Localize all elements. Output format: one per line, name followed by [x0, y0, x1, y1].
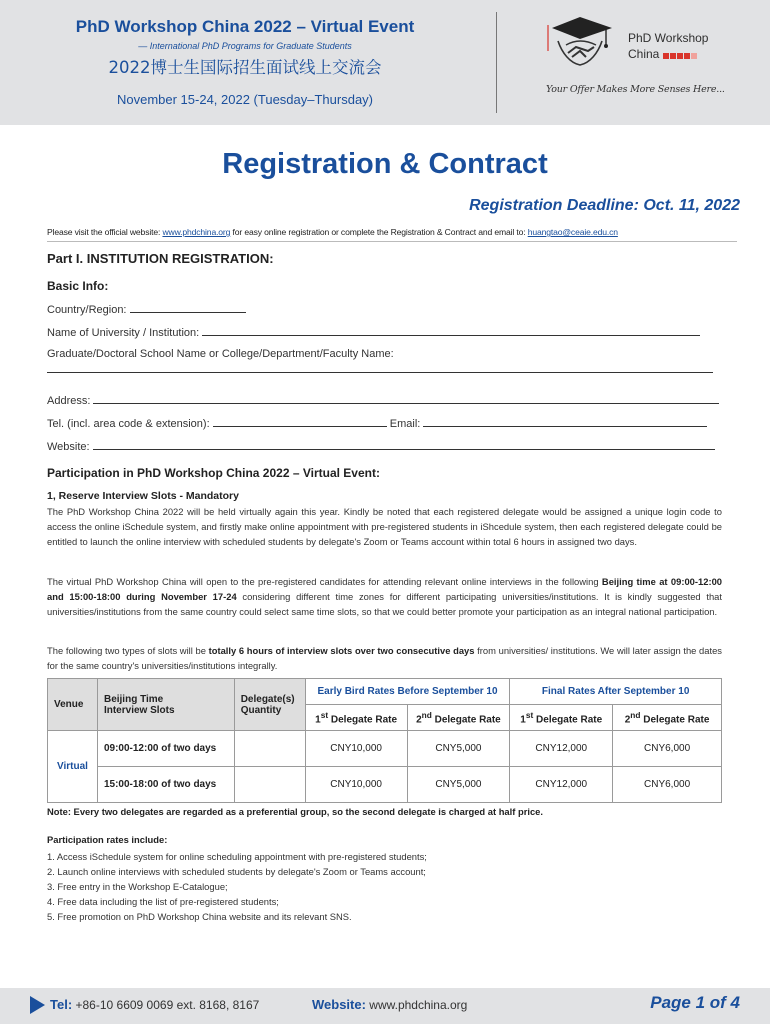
list-item: 4. Free data including the list of pre-registered students; [47, 896, 279, 907]
logo-wordmark [628, 30, 708, 63]
school-input[interactable] [47, 372, 713, 373]
list-item: 1. Access iSchedule system for online scheduling appointment with pre-registered students; [47, 851, 427, 862]
rate-cell: CNY6,000 [613, 767, 722, 803]
country-input[interactable] [130, 302, 246, 313]
rate-cell: CNY12,000 [510, 767, 613, 803]
final-second-delegate-header: 2nd Delegate Rate [613, 705, 722, 731]
university-input[interactable] [202, 325, 700, 336]
quantity-input[interactable] [234, 731, 305, 767]
includes-heading: Participation rates include: [47, 834, 168, 845]
university-label: Name of University / Institution: [47, 327, 200, 339]
address-field [47, 393, 719, 407]
visit-text-mid: for easy online registration or complete the Registration & Contract and email to: [230, 227, 528, 237]
final-first-delegate-header: 1st Delegate Rate [510, 705, 613, 731]
slot-cell: 15:00-18:00 of two days [97, 767, 234, 803]
list-item: 3. Free entry in the Workshop E-Catalogue; [47, 881, 228, 892]
event-info [50, 16, 440, 109]
event-date: November 15-24, 2022 (Tuesday–Thursday) [116, 92, 374, 107]
final-rates-header: Final Rates After September 10 [510, 679, 722, 705]
logo-line-2-wrap [628, 46, 708, 63]
slot-cell: 09:00-12:00 of two days [97, 731, 234, 767]
event-title: PhD Workshop China 2022 – Virtual Event [75, 17, 415, 36]
list-item: 5. Free promotion on PhD Workshop China website and its relevant SNS. [47, 911, 352, 922]
table-row [48, 767, 722, 803]
tel-input[interactable] [213, 416, 387, 427]
triangle-arrow-icon [30, 996, 45, 1014]
rate-cell: CNY5,000 [407, 731, 510, 767]
event-subtitle: — International PhD Programs for Graduate Students [138, 41, 352, 51]
page-header [0, 0, 770, 125]
school-field [47, 348, 394, 360]
paragraph-virtual-intro: The PhD Workshop China 2022 will be held virtually again this year. Kindly be noted that each registered delegate would be assigned a unique login code to access the online iSchedule system, and firstly make online appointment with pre-registered students in iShcedule system, then each registered delegate could be entitled to launch the online interview with scheduled students by delegate's Zoom or Teams account within total 6 hours in assigned two days. [47, 506, 722, 547]
website-label: Website: [47, 441, 90, 453]
col-time-header: Beijing Time Interview Slots [97, 679, 234, 731]
page-footer [0, 988, 770, 1024]
logo-line-2: China [628, 47, 660, 61]
participation-heading: Participation in PhD Workshop China 2022 – Virtual Event: [47, 466, 380, 480]
early-second-delegate-header: 2nd Delegate Rate [407, 705, 510, 731]
university-field [47, 325, 700, 339]
footer-tel: Tel: +86-10 6609 0069 ext. 8168, 8167 [50, 997, 260, 1012]
email-label: Email: [389, 418, 421, 430]
basic-info-heading: Basic Info: [47, 279, 109, 293]
footer-website: Website: www.phdchina.org [312, 997, 468, 1012]
website-input[interactable] [93, 439, 715, 450]
address-input[interactable] [93, 393, 719, 404]
includes-list [47, 849, 427, 924]
early-first-delegate-header: 1st Delegate Rate [305, 705, 407, 731]
website-link[interactable]: www.phdchina.org [162, 227, 231, 237]
country-field [47, 302, 246, 316]
rates-table [47, 678, 722, 803]
country-label: Country/Region: [47, 304, 127, 316]
header-divider [496, 12, 497, 113]
rate-cell: CNY6,000 [613, 731, 722, 767]
footer-website-link[interactable]: www.phdchina.org [365, 998, 468, 1012]
visit-text-pre: Please visit the official website: [47, 227, 163, 237]
page-number: Page 1 of 4 [650, 993, 740, 1012]
event-chinese-title: 2022博士生国际招生面试线上交流会 [108, 58, 382, 77]
website-field [47, 439, 715, 453]
tel-email-field [47, 416, 707, 430]
email-link[interactable]: huangtao@ceaie.edu.cn [527, 227, 618, 237]
logo-line-1: PhD Workshop [628, 31, 709, 45]
col-venue-header: Venue [48, 679, 98, 731]
rate-cell: CNY5,000 [407, 767, 510, 803]
venue-cell: Virtual [48, 731, 98, 803]
graduation-cap-handshake-logo-icon [546, 15, 620, 75]
reserve-slots-heading: 1, Reserve Interview Slots - Mandatory [47, 490, 239, 502]
rate-cell: CNY10,000 [305, 731, 407, 767]
page-title: Registration & Contract [222, 148, 548, 180]
table-header-row [48, 679, 722, 705]
school-label: Graduate/Doctoral School Name or College/Department/Faculty Name: [47, 348, 394, 360]
registration-deadline: Registration Deadline: Oct. 11, 2022 [469, 197, 740, 214]
note-text: Note: Every two delegates are regarded as a preferential group, so the second delegate is charged at half price. [47, 806, 543, 817]
address-label: Address: [47, 395, 91, 407]
paragraph-beijing-time: The virtual PhD Workshop China will open to the pre-registered candidates for attending relevant online interviews in the following Beijing time at 09:00-12:00 and 15:00-18:00 during November 17-24 considering different time zones for different participating universities/institutions. It is kindly suggested that universities/institutions from the same country could select same time slots, so that we could better promote your participation as an integral national participation. [47, 576, 723, 617]
divider [47, 241, 737, 242]
col-qty-header: Delegate(s) Quantity [234, 679, 305, 731]
rate-cell: CNY10,000 [305, 767, 407, 803]
list-item: 2. Launch online interviews with scheduled students by delegate's Zoom or Teams account; [47, 866, 426, 877]
email-input[interactable] [423, 416, 707, 427]
visit-instructions [47, 227, 737, 237]
slogan: Your Offer Makes More Senses Here... [546, 84, 725, 95]
rate-cell: CNY12,000 [510, 731, 613, 767]
early-bird-header: Early Bird Rates Before September 10 [305, 679, 510, 705]
logo-bars-icon [663, 47, 698, 63]
section-heading-part1: Part I. INSTITUTION REGISTRATION: [47, 251, 274, 266]
quantity-input[interactable] [234, 767, 305, 803]
paragraph-slot-types: The following two types of slots will be totally 6 hours of interview slots over two consecutive days from universities/ institutions. We will later assign the dates for the same country's universities/institutions integrally. [47, 645, 722, 671]
tel-label: Tel. (incl. area code & extension): [47, 418, 210, 430]
table-row [48, 731, 722, 767]
